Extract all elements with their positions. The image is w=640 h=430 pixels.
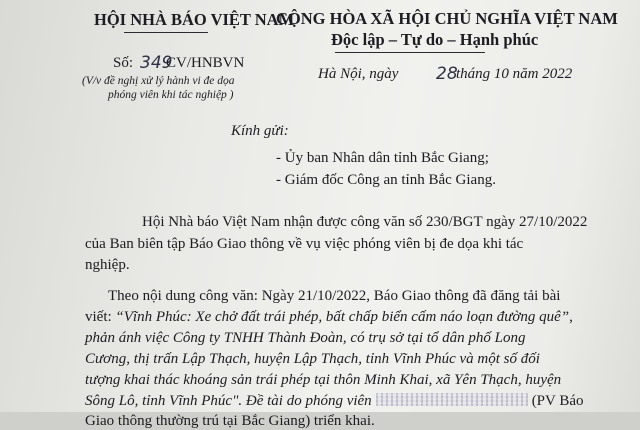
body-paragraph-2-line: Giao thông thường trú tại Bắc Giang) triển khai. [85,413,375,429]
body-text: viết: [85,309,116,325]
recipient-item: - Giám đốc Công an tỉnh Bắc Giang. [276,172,496,188]
body-text: , [569,309,573,325]
doc-subject-line-1: (V/v đề nghị xử lý hành vi đe dọa [82,75,235,87]
body-paragraph-2-line [85,309,573,326]
body-paragraph-2-line: phản ánh việc Công ty TNHH Thành Đoàn, có trụ sở tại tổ dân phố Long [85,330,526,346]
body-text: (PV Báo [531,393,584,409]
recipients-greeting: Kính gửi: [231,123,289,139]
date-place: Hà Nội, ngày [318,66,399,82]
body-paragraph-1-line: của Ban biên tập Báo Giao thông về vụ việc phóng viên bị đe dọa khi tác [85,236,524,252]
doc-number-code: CV/HNBVN [166,55,245,71]
doc-subject-line-2: phóng viên khi tác nghiệp ) [108,89,234,101]
date-month-year: tháng 10 năm 2022 [456,66,573,82]
national-motto: Độc lập – Tự do – Hạnh phúc [331,30,539,49]
date-day-handwritten: 28 [436,64,458,84]
org-underline [124,32,208,33]
body-text: Sông Lô, tỉnh Vĩnh Phúc". Đề tài do phóng viên [85,393,372,409]
body-paragraph-1-line: Hội Nhà báo Việt Nam nhận được công văn số 230/BGT ngày 27/10/2022 [142,214,588,230]
body-paragraph-2-line: Theo nội dung công văn: Ngày 21/10/2022, Báo Giao thông đã đăng tải bài [108,288,561,304]
recipient-item: - Ủy ban Nhân dân tỉnh Bắc Giang; [276,150,489,166]
doc-number-label: Số: [113,55,134,71]
org-name: HỘI NHÀ BÁO VIỆT NAM [94,10,295,29]
body-paragraph-2-line: Cương, thị trấn Lập Thạch, huyện Lập Thạch, tỉnh Vĩnh Phúc và một số đối [85,351,540,367]
doc-number-handwritten: 349 [140,53,173,73]
body-paragraph-2-line [85,393,584,410]
motto-underline [335,52,485,53]
article-title: “Vĩnh Phúc: Xe chở đất trái phép, bất chấp biển cấm náo loạn đường quê” [115,309,570,325]
body-paragraph-2-line: tượng khai thác khoáng sản trái phép tại thôn Minh Khai, xã Yên Thạch, huyện [85,372,562,388]
national-title: CỘNG HÒA XÃ HỘI CHỦ NGHĨA VIỆT NAM [276,9,618,28]
redacted-name [376,393,528,406]
body-paragraph-1-line: nghiệp. [85,257,130,273]
